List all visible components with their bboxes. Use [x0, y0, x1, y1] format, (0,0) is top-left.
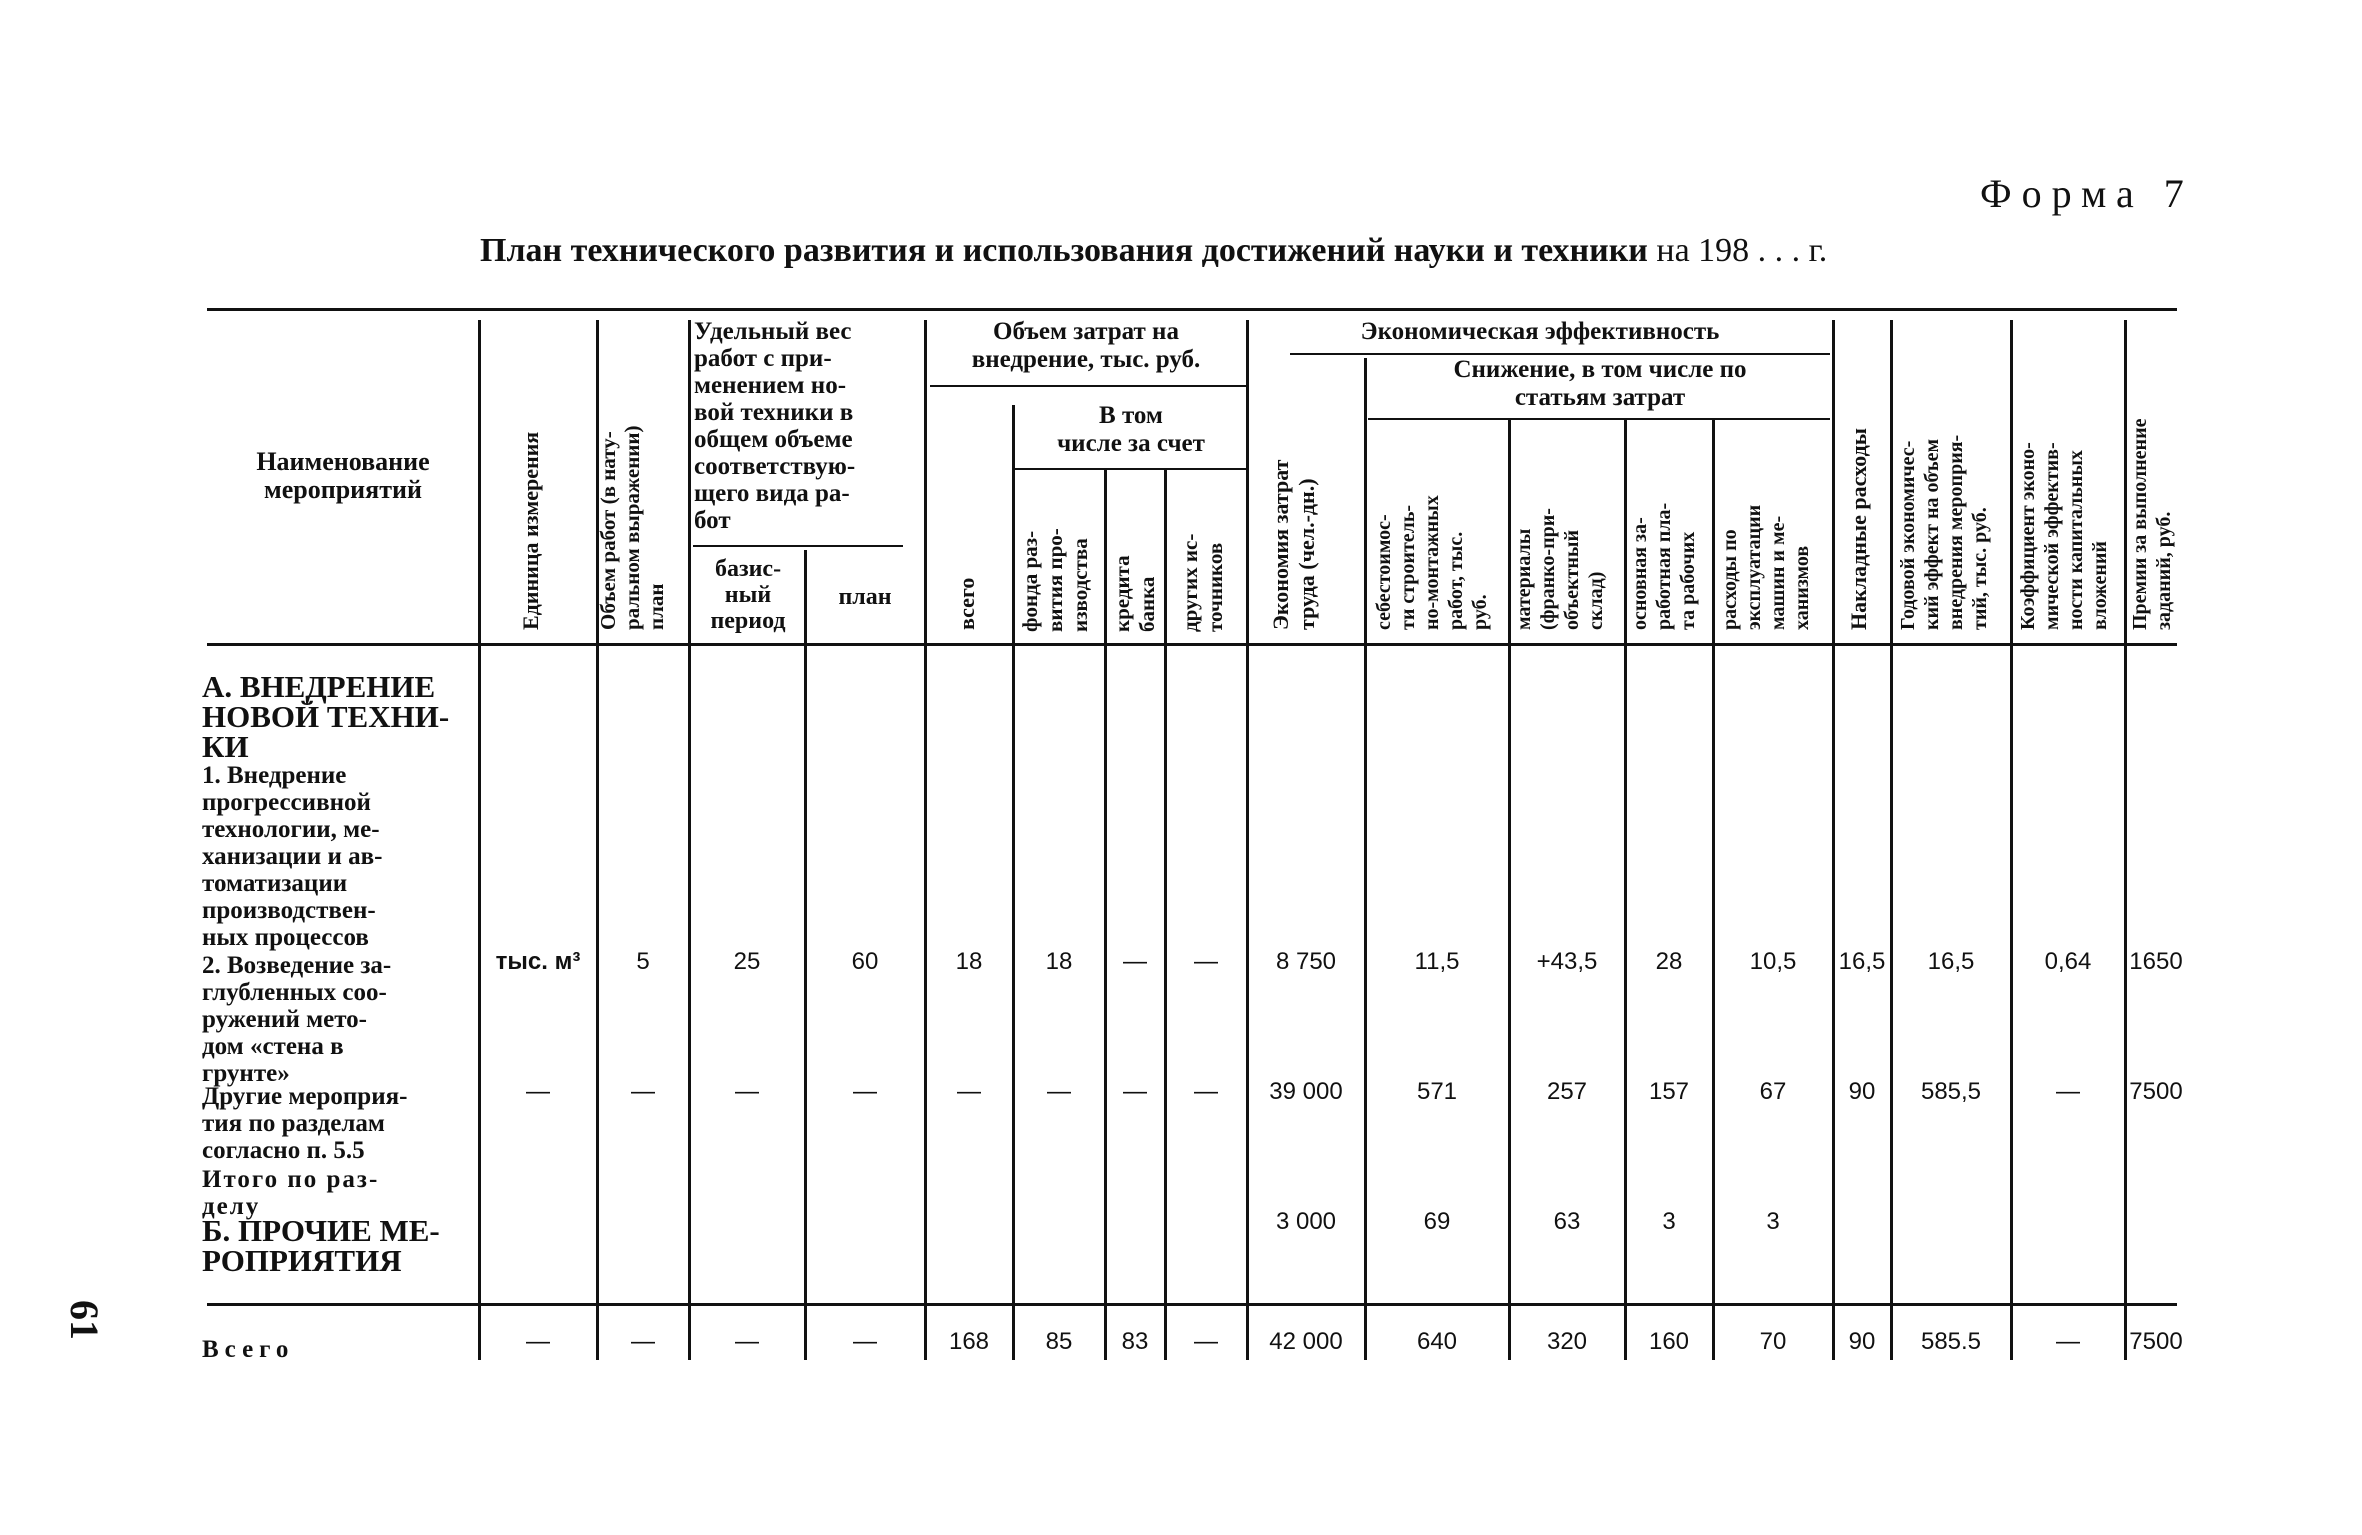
row-name: Другие мероприя- тия по разделам согласно п. 5.5: [202, 1083, 408, 1164]
cell: —: [1194, 1078, 1218, 1105]
title-text: План технического развития и использования достижений науки и техники: [480, 232, 1648, 269]
cell: 3 000: [1275, 1208, 1337, 1235]
cell: 640: [1416, 1328, 1458, 1355]
row-name: 2. Возведение за- глубленных соо- ружений мето- дом «стена в грунте»: [202, 952, 392, 1087]
col-rule: [1624, 420, 1627, 1360]
costs-incl-rule: [1014, 468, 1246, 470]
page-number: 61: [62, 1300, 107, 1340]
cell: 28: [1655, 948, 1683, 975]
col-rule: [2010, 320, 2013, 1360]
cell: —: [1123, 948, 1147, 975]
header-costs-total: всего: [954, 577, 979, 630]
cell: —: [1123, 1078, 1147, 1105]
row-name: Итого по раз- делу: [202, 1166, 380, 1220]
col-rule: [1104, 470, 1107, 1360]
header-eff-cost: себестоимос- ти строитель- но-монтажных работ, тыс. руб.: [1373, 495, 1491, 630]
cell: 157: [1648, 1078, 1690, 1105]
cell: 60: [851, 948, 879, 975]
cell: 160: [1648, 1328, 1690, 1355]
col-rule: [1890, 320, 1893, 1360]
row-name: А. ВНЕДРЕНИЕ НОВОЙ ТЕХНИ- КИ: [202, 669, 450, 764]
title-year: на 198 . . . г.: [1656, 232, 1828, 269]
header-bottom-rule: [207, 643, 2177, 646]
cell: 70: [1759, 1328, 1787, 1355]
header-share: Удельный вес работ с при- менением но- вой техники в общем объеме соответствую- щего вида ра- бот: [694, 318, 856, 534]
header-name: Наименование мероприятий: [256, 447, 430, 504]
cell: 39 000: [1269, 1078, 1343, 1105]
header-bonus: Премии за выполнение заданий, руб.: [2129, 418, 2175, 630]
cell: 1650: [2129, 948, 2183, 975]
header-eff-labor: Экономия затрат труда (чел.-дн.): [1268, 459, 1319, 630]
form-label: Форма 7: [1980, 171, 2194, 216]
col-rule: [1012, 405, 1015, 1360]
cell: —: [1047, 1078, 1071, 1105]
costs-sub-rule: [930, 385, 1246, 387]
cell: 168: [948, 1328, 990, 1355]
col-rule: [1246, 320, 1249, 1360]
share-sub-rule: [693, 545, 903, 547]
cell: —: [2056, 1078, 2080, 1105]
col-rule: [478, 320, 481, 1360]
header-costs-credit: кредита банка: [1110, 555, 1159, 632]
cell: 7500: [2129, 1078, 2183, 1105]
cell: —: [631, 1078, 655, 1105]
cell: 3: [1662, 1208, 1676, 1235]
cell: +43,5: [1536, 948, 1598, 975]
cell: —: [1194, 1328, 1218, 1355]
header-costs-other: других ис- точников: [1178, 533, 1227, 632]
header-eff-machines: расходы по эксплуатации машин и ме- ханизмов: [1719, 504, 1813, 630]
cell: —: [2056, 1328, 2080, 1355]
cell: 10,5: [1749, 948, 1797, 975]
cell: 90: [1848, 1328, 1876, 1355]
cell: —: [1194, 948, 1218, 975]
col-rule: [1712, 420, 1715, 1360]
cell: —: [853, 1328, 877, 1355]
cell: 85: [1045, 1328, 1073, 1355]
cell: 571: [1416, 1078, 1458, 1105]
col-rule: [1508, 420, 1511, 1360]
col-rule: [924, 320, 927, 1360]
cell: 67: [1759, 1078, 1787, 1105]
cell: 83: [1121, 1328, 1149, 1355]
col-rule: [804, 550, 807, 1360]
cell: 18: [955, 948, 983, 975]
cell: 8 750: [1275, 948, 1337, 975]
cell: —: [631, 1328, 655, 1355]
cell: 585,5: [1920, 1078, 1982, 1105]
col-rule: [2124, 320, 2127, 1360]
cell-unit: тыс. м³: [495, 948, 581, 975]
page-title: [480, 232, 1827, 270]
header-costs-fund: фонда раз- вития про- изводства: [1018, 528, 1092, 632]
cell: 42 000: [1269, 1328, 1343, 1355]
eff-reduction-rule: [1368, 418, 1830, 420]
header-overhead: Накладные расходы: [1846, 428, 1871, 630]
header-share-base: базис- ный период: [710, 556, 786, 634]
cell: 5: [636, 948, 650, 975]
header-eff-wages: основная за- работная пла- та рабочих: [1629, 502, 1699, 630]
eff-sub-rule: [1290, 353, 1830, 355]
col-rule: [1164, 470, 1167, 1360]
cell: 16,5: [1838, 948, 1886, 975]
total-row-name: Всего: [202, 1336, 295, 1363]
header-eff: Экономическая эффективность: [1360, 318, 1720, 345]
cell: 11,5: [1414, 948, 1460, 975]
cell: 18: [1045, 948, 1073, 975]
header-costs: Объем затрат на внедрение, тыс. руб.: [971, 318, 1201, 373]
cell: —: [735, 1078, 759, 1105]
header-coef: Коэффициент эконо- мической эффектив- ности капитальных вложений: [2017, 442, 2111, 630]
cell: —: [526, 1328, 550, 1355]
row-name: Б. ПРОЧИЕ МЕ- РОПРИЯТИЯ: [202, 1213, 440, 1278]
header-share-plan: план: [838, 584, 892, 610]
cell: 7500: [2129, 1328, 2183, 1355]
header-annual: Годовой экономичес- кий эффект на объем внедрения мероприя- тий, тыс. руб.: [1897, 434, 1991, 630]
cell: 3: [1766, 1208, 1780, 1235]
cell: 320: [1546, 1328, 1588, 1355]
header-costs-incl: В том числе за счет: [1057, 402, 1205, 457]
cell: —: [957, 1078, 981, 1105]
cell: —: [526, 1078, 550, 1105]
cell: 0,64: [2044, 948, 2092, 975]
total-separator-rule: [207, 1303, 2177, 1306]
cell: —: [853, 1078, 877, 1105]
header-eff-reduction: Снижение, в том числе по статьям затрат: [1453, 356, 1747, 411]
col-rule: [1832, 320, 1835, 1360]
cell: 25: [733, 948, 761, 975]
cell: 585.5: [1920, 1328, 1982, 1355]
row-name: 1. Внедрение прогрессивной технологии, ме- ханизации и ав- томатизации производствен- ных процессов: [202, 762, 383, 951]
header-eff-materials: материалы (франко-при- объектный склад): [1513, 508, 1607, 630]
table-top-rule: [207, 308, 2177, 311]
cell: 90: [1848, 1078, 1876, 1105]
header-unit: Единица измерения: [518, 431, 543, 630]
cell: 16,5: [1927, 948, 1975, 975]
header-volume: Объем работ (в нату- ральном выражении) план: [596, 425, 668, 630]
col-rule: [1364, 358, 1367, 1360]
col-rule: [688, 320, 691, 1360]
cell: —: [735, 1328, 759, 1355]
cell: 257: [1546, 1078, 1588, 1105]
cell: 69: [1423, 1208, 1451, 1235]
cell: 63: [1553, 1208, 1581, 1235]
